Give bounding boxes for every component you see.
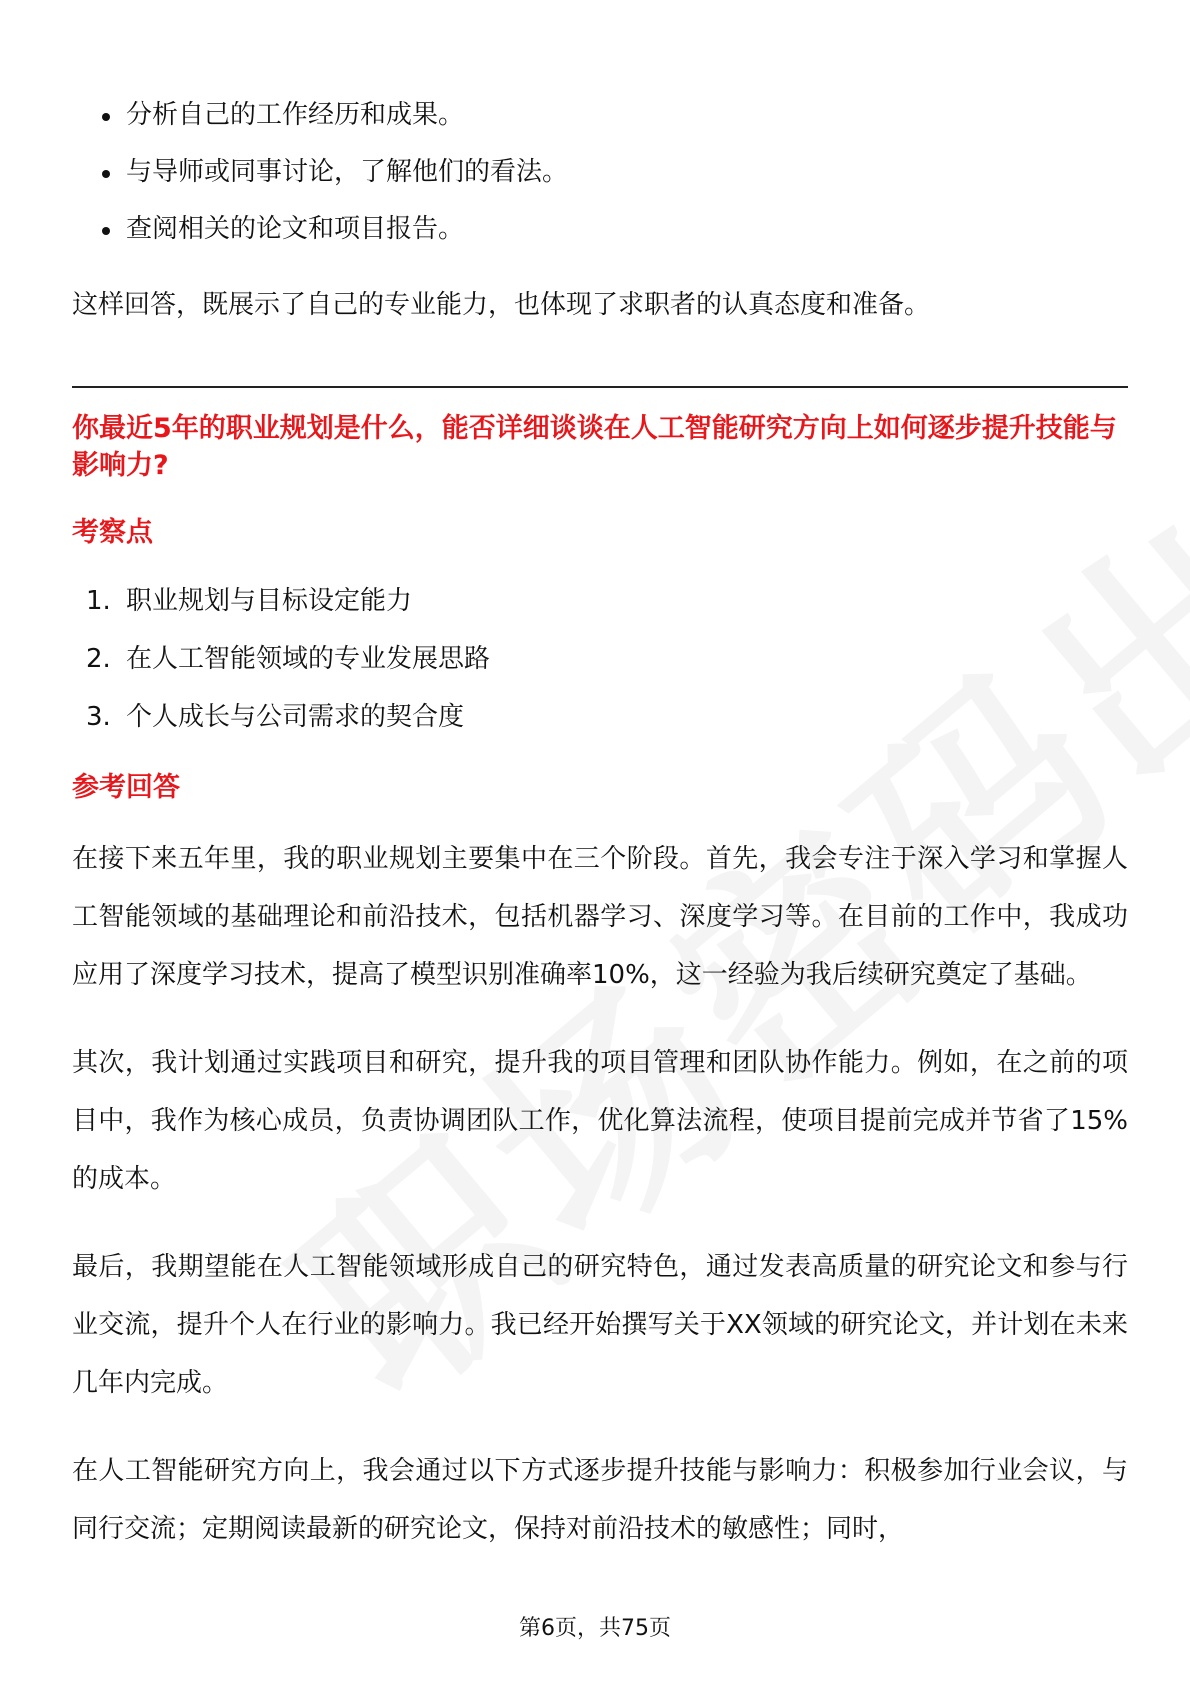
list-item-text: 在人工智能领域的专业发展思路 <box>126 644 491 674</box>
list-item-text: 个人成长与公司需求的契合度 <box>126 702 465 732</box>
answer-paragraph: 其次，我计划通过实践项目和研究，提升我的项目管理和团队协作能力。例如，在之前的项目中，我作为核心成员，负责协调团队工作，优化算法流程，使项目提前完成并节省了15%的成本。 <box>72 1048 1128 1194</box>
answer-paragraph: 在人工智能研究方向上，我会通过以下方式逐步提升技能与影响力：积极参加行业会议，与同行交流；定期阅读最新的研究论文，保持对前沿技术的敏感性；同时， <box>72 1456 1128 1544</box>
list-number: 3. <box>86 702 111 732</box>
focus-title: 考察点 <box>72 517 153 548</box>
page-footer: 第6页，共75页 <box>519 1616 671 1641</box>
list-item <box>72 697 1128 737</box>
answer-paragraph: 在接下来五年里，我的职业规划主要集中在三个阶段。首先，我会专注于深入学习和掌握人工智能领域的基础理论和前沿技术，包括机器学习、深度学习等。在目前的工作中，我成功应用了深度学习技术，提高了模型识别准确率10%，这一经验为我后续研究奠定了基础。 <box>72 844 1128 990</box>
answer-title: 参考回答 <box>72 772 180 803</box>
list-item-text: 职业规划与目标设定能力 <box>126 586 413 616</box>
list-item <box>72 639 1128 679</box>
intro-bullet-list <box>72 95 1128 249</box>
list-number: 2. <box>86 644 111 674</box>
list-item: 分析自己的工作经历和成果。 <box>72 95 1128 135</box>
answer-paragraph: 最后，我期望能在人工智能领域形成自己的研究特色，通过发表高质量的研究论文和参与行业交流，提升个人在行业的影响力。我已经开始撰写关于XX领域的研究论文，并计划在未来几年内完成。 <box>72 1252 1128 1398</box>
answer-body <box>72 830 1128 1558</box>
section-divider <box>72 386 1128 388</box>
question-heading: 你最近5年的职业规划是什么，能否详细谈谈在人工智能研究方向上如何逐步提升技能与影响力? <box>72 413 1117 481</box>
focus-point-list <box>72 581 1128 737</box>
page-content <box>72 95 1128 1558</box>
list-item: 与导师或同事讨论，了解他们的看法。 <box>72 152 1128 192</box>
list-item: 查阅相关的论文和项目报告。 <box>72 209 1128 249</box>
summary-paragraph: 这样回答，既展示了自己的专业能力，也体现了求职者的认真态度和准备。 <box>72 290 931 320</box>
list-item <box>72 581 1128 621</box>
list-number: 1. <box>86 586 111 616</box>
